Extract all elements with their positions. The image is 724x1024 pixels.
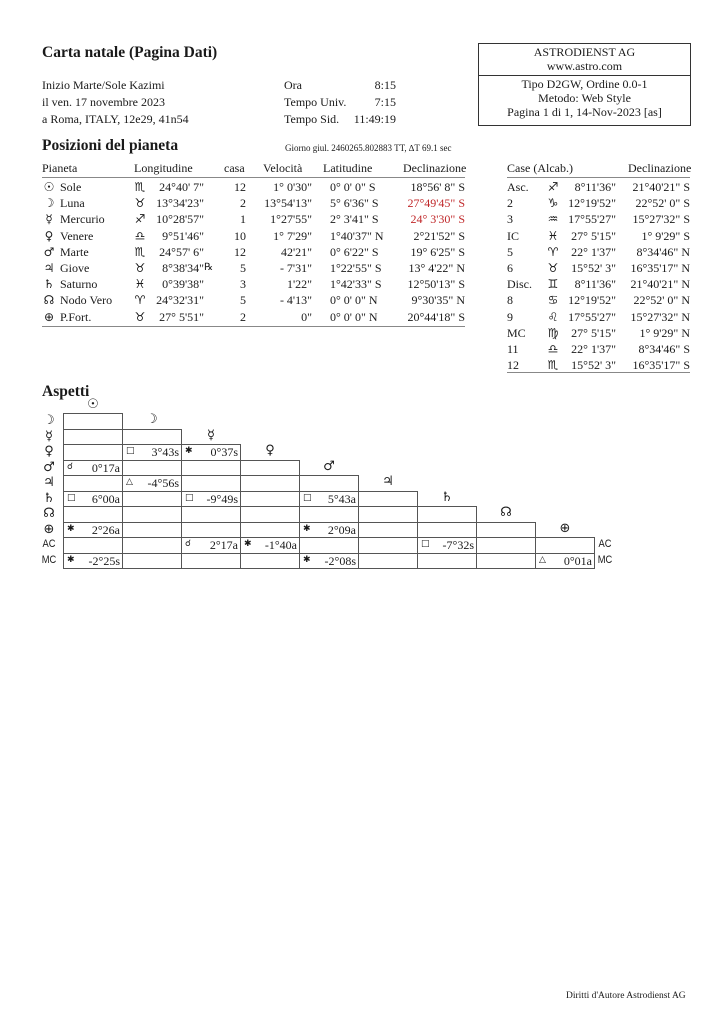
house-declination: 1° 9'29" S <box>641 228 690 243</box>
aspect-cell <box>63 522 123 539</box>
speed: 1° 7'29" <box>273 228 312 243</box>
mercury-icon: ☿ <box>45 428 53 444</box>
house-declination: 21°40'21" N <box>630 277 690 292</box>
aspect-orb: 0°37s <box>210 445 238 459</box>
house: 1 <box>240 212 246 227</box>
sextile-icon: ✱ <box>67 523 75 534</box>
house-name: 5 <box>507 244 513 259</box>
aspect-orb: -9°49s <box>206 491 238 506</box>
latitude: 1°22'55" S <box>330 261 382 275</box>
house: 5 <box>240 261 246 275</box>
event-name: Inizio Marte/Sole Kazimi <box>42 78 165 92</box>
aspect-cell <box>240 475 300 492</box>
conjunction-icon: ☌ <box>185 539 192 549</box>
mc-right-label: MC <box>597 553 613 566</box>
fortune-icon: ⊕ <box>559 520 571 536</box>
trine-icon: △ <box>126 477 133 487</box>
house-longitude: 22° 1'37" <box>571 244 616 259</box>
square-icon: □ <box>67 492 76 503</box>
house-row <box>0 310 724 326</box>
chart-type: Tipo D2GW, Ordine 0.0-1 <box>521 77 648 91</box>
jupiter-icon: ♃ <box>382 474 394 489</box>
astrodienst-infobox <box>478 43 691 126</box>
aspect-cell <box>63 491 123 508</box>
house-declination: 15°27'32" S <box>632 212 690 227</box>
planet-name: Saturno <box>60 277 98 292</box>
aspect-cell <box>535 553 595 570</box>
aspect-orb: -2°08s <box>324 553 356 568</box>
declination: 18°56' 8" S <box>410 180 465 194</box>
sagittarius-icon: ♐ <box>547 180 559 194</box>
aspect-cell <box>476 537 536 554</box>
house-row <box>0 342 724 358</box>
latitude: 0° 0' 0" N <box>330 293 378 308</box>
house-row <box>0 196 724 212</box>
venus-icon: ♀ <box>265 443 275 458</box>
aries-icon: ♈ <box>134 293 146 308</box>
event-place: a Roma, ITALY, 12e29, 41n54 <box>42 112 189 126</box>
aspect-cell <box>181 522 241 539</box>
sun-icon: ☉ <box>87 396 99 412</box>
aspect-cell <box>417 553 477 570</box>
saturn-icon: ♄ <box>43 277 55 292</box>
aspect-orb: -7°32s <box>442 538 474 552</box>
planet-name: Nodo Vero <box>60 293 113 308</box>
square-icon: □ <box>421 539 430 549</box>
house-longitude: 15°52' 3" <box>571 261 616 275</box>
scorpio-icon: ♏ <box>134 244 146 259</box>
house-longitude: 12°19'52" <box>568 196 616 211</box>
house: 12 <box>234 180 246 194</box>
house-longitude: 15°52' 3" <box>571 358 616 373</box>
speed: 1° 0'30" <box>273 180 312 194</box>
aspect-cell <box>358 491 418 508</box>
house-name: 12 <box>507 358 519 373</box>
house-row <box>0 277 724 293</box>
house: 10 <box>234 228 246 243</box>
square-icon: □ <box>126 446 135 456</box>
house-longitude: 8°11'36" <box>574 277 616 292</box>
page-info: Pagina 1 di 1, 14-Nov-2023 [as] <box>507 105 662 119</box>
longitude: 13°34'23" <box>156 196 204 211</box>
house-declination: 1° 9'29" N <box>639 325 690 340</box>
sextile-icon: ✱ <box>67 554 75 565</box>
taurus-icon: ♉ <box>134 261 146 275</box>
house-declination: 16°35'17" S <box>632 358 690 373</box>
aspect-cell <box>299 506 359 523</box>
planet-name: Luna <box>60 196 85 211</box>
speed: 1'22" <box>286 277 312 292</box>
house-declination: 8°34'46" S <box>638 342 690 356</box>
speed: - 7'31" <box>279 261 312 275</box>
house-row <box>0 180 724 196</box>
aspect-orb: 6°00a <box>91 491 120 506</box>
house-longitude: 27° 5'15" <box>571 325 616 340</box>
aspects-title: Aspetti <box>42 383 90 400</box>
planet-name: Marte <box>60 244 89 259</box>
house-row <box>0 293 724 309</box>
house-longitude: 17°55'27" <box>568 309 616 324</box>
house-row <box>0 229 724 245</box>
house: 5 <box>240 293 246 308</box>
aspect-cell <box>240 506 300 523</box>
time-label: Tempo Univ. <box>284 95 347 109</box>
jupiter-icon: ♃ <box>43 475 55 490</box>
col-header-longitude: Longitudine <box>134 161 193 175</box>
taurus-icon: ♉ <box>134 309 146 324</box>
house-name: MC <box>507 325 526 340</box>
longitude: 8°38'34" <box>162 261 204 275</box>
capricorn-icon: ♑ <box>547 196 559 211</box>
col-header-speed: Velocità <box>263 161 303 175</box>
house: 12 <box>234 244 246 259</box>
mars-icon: ♂ <box>43 459 55 475</box>
method: Metodo: Web Style <box>538 91 631 105</box>
libra-icon: ♎ <box>134 228 146 243</box>
positions-header-rule <box>42 177 465 178</box>
houses-footer-rule <box>507 372 690 373</box>
house: 3 <box>240 277 246 292</box>
aspect-cell <box>240 537 300 554</box>
node-icon: ☊ <box>43 506 55 521</box>
fortune-icon: ⊕ <box>43 521 55 537</box>
aspect-cell <box>240 460 300 477</box>
aspect-cell <box>299 522 359 539</box>
sextile-icon: ✱ <box>303 523 311 534</box>
mc-label: MC <box>41 553 57 566</box>
time-value: 11:49:19 <box>353 112 396 126</box>
aspect-cell <box>417 537 477 554</box>
moon-icon: ☽ <box>146 412 158 427</box>
pisces-icon: ♓ <box>134 277 146 292</box>
col-header-house: casa <box>224 161 245 175</box>
longitude: 0°39'38" <box>162 277 204 292</box>
planet-name: P.Fort. <box>60 309 92 324</box>
aspect-cell <box>63 460 123 477</box>
scorpio-icon: ♏ <box>134 180 146 194</box>
house-declination: 21°40'21" S <box>632 180 690 194</box>
venus-icon: ♀ <box>44 444 54 459</box>
house-name: 9 <box>507 309 513 324</box>
aspect-cell <box>299 475 359 492</box>
mars-icon: ♂ <box>43 244 55 259</box>
company-name: ASTRODIENST AG <box>533 45 636 59</box>
latitude: 0° 0' 0" N <box>330 309 378 324</box>
aspect-cell <box>63 429 123 446</box>
house-longitude: 27° 5'15" <box>571 228 616 243</box>
declination: 19° 6'25" S <box>410 244 465 259</box>
aspect-cell <box>417 522 477 539</box>
longitude: 24°57' 6" <box>159 244 204 259</box>
libra-icon: ♎ <box>547 342 559 356</box>
event-date: il ven. 17 novembre 2023 <box>42 95 165 109</box>
moon-icon: ☽ <box>43 196 55 211</box>
house: 2 <box>240 196 246 211</box>
longitude: 24°40' 7" <box>159 180 204 194</box>
square-icon: □ <box>303 492 312 503</box>
aspect-cell <box>358 553 418 570</box>
aspect-cell <box>181 460 241 477</box>
latitude: 1°40'37" N <box>330 228 384 243</box>
house-row <box>0 261 724 277</box>
aspect-cell <box>122 429 182 446</box>
positions-title: Posizioni del pianeta <box>42 137 179 154</box>
house-name: 11 <box>507 342 519 356</box>
time-label: Tempo Sid. <box>284 112 340 126</box>
house-declination: 22°52' 0" N <box>633 293 690 308</box>
aquarius-icon: ♒ <box>547 212 559 227</box>
longitude: 9°51'46" <box>162 228 204 243</box>
aspect-cell <box>181 491 241 508</box>
speed: 0" <box>301 309 312 324</box>
speed: 13°54'13" <box>264 196 312 211</box>
sextile-icon: ✱ <box>244 539 252 549</box>
declination: 9°30'35" N <box>411 293 465 308</box>
aspect-cell <box>181 444 241 461</box>
aspect-orb: 2°09a <box>327 522 356 537</box>
house-declination: 8°34'46" N <box>636 244 690 259</box>
node-icon: ☊ <box>500 505 512 520</box>
house-declination: 16°35'17" N <box>630 261 690 275</box>
aspect-cell <box>122 522 182 539</box>
speed: - 4'13" <box>279 293 312 308</box>
house-name: 6 <box>507 261 513 275</box>
latitude: 5° 6'36" S <box>330 196 379 211</box>
aspect-cell <box>63 475 123 492</box>
house-declination: 15°27'32" N <box>630 309 690 324</box>
house-name: IC <box>507 228 519 243</box>
declination: 12°50'13" S <box>407 277 465 292</box>
aspect-cell <box>240 491 300 508</box>
aspect-orb: -2°25s <box>88 553 120 568</box>
mars-icon: ♂ <box>323 458 335 474</box>
aspect-cell <box>535 537 595 554</box>
website: www.astro.com <box>546 59 623 73</box>
conjunction-icon: ☌ <box>67 461 74 472</box>
aspect-cell <box>181 553 241 570</box>
aspect-cell <box>63 537 123 554</box>
mercury-icon: ☿ <box>45 212 53 227</box>
time-value: 8:15 <box>374 78 396 92</box>
aspect-cell <box>122 553 182 570</box>
declination: 27°49'45" S <box>407 196 465 211</box>
saturn-icon: ♄ <box>43 490 55 506</box>
planet-name: Giove <box>60 261 90 275</box>
speed: 42'21" <box>280 244 312 259</box>
aspect-orb: 2°26a <box>91 522 120 537</box>
scorpio-icon: ♏ <box>547 358 559 373</box>
aspect-cell <box>299 537 359 554</box>
aspect-cell <box>122 506 182 523</box>
trine-icon: △ <box>539 554 546 565</box>
aspect-orb: 3°43s <box>151 445 179 459</box>
julian-day: Giorno giul. 2460265.802883 TT, ∆T 69.1 sec <box>285 143 452 153</box>
aspect-cell <box>63 506 123 523</box>
virgo-icon: ♍ <box>547 325 559 340</box>
aspect-cell <box>122 491 182 508</box>
latitude: 2° 3'41" S <box>330 212 379 227</box>
aspect-cell <box>122 537 182 554</box>
planet-name: Venere <box>60 228 94 243</box>
aspect-cell <box>63 413 123 430</box>
jupiter-icon: ♃ <box>43 261 55 275</box>
aspect-cell <box>63 553 123 570</box>
aspect-cell <box>63 444 123 461</box>
aspect-cell <box>240 522 300 539</box>
house: 2 <box>240 309 246 324</box>
aspect-cell <box>476 522 536 539</box>
house-name: Disc. <box>507 277 532 292</box>
aspect-cell <box>299 553 359 570</box>
moon-icon: ☽ <box>43 413 55 428</box>
houses-header-rule <box>507 177 690 178</box>
house-longitude: 17°55'27" <box>568 212 616 227</box>
house-declination: 22°52' 0" S <box>635 196 690 211</box>
time-value: 7:15 <box>374 95 396 109</box>
col-header-houses: Case (Alcab.) <box>507 161 573 175</box>
sextile-icon: ✱ <box>185 446 193 456</box>
house-longitude: 8°11'36" <box>574 180 616 194</box>
speed: 1°27'55" <box>270 212 312 227</box>
aspect-cell <box>417 506 477 523</box>
col-header-planet: Pianeta <box>42 161 78 175</box>
ac-right-label: AC <box>598 538 612 550</box>
gemini-icon: ♊ <box>547 277 559 292</box>
aspect-cell <box>122 444 182 461</box>
node-icon: ☊ <box>43 293 55 308</box>
aspect-cell <box>181 537 241 554</box>
declination: 2°21'52" S <box>413 228 465 243</box>
aspect-orb: 0°01a <box>563 553 592 568</box>
sun-icon: ☉ <box>43 180 55 194</box>
house-name: Asc. <box>507 180 529 194</box>
aspect-cell <box>181 475 241 492</box>
latitude: 0° 0' 0" S <box>330 180 376 194</box>
aspect-orb: 5°43a <box>327 491 356 506</box>
copyright: Diritti d'Autore Astrodienst AG <box>566 991 686 1001</box>
house-name: 2 <box>507 196 513 211</box>
house-row <box>0 326 724 342</box>
leo-icon: ♌ <box>547 309 559 324</box>
sagittarius-icon: ♐ <box>134 212 146 227</box>
longitude: 10°28'57" <box>156 212 204 227</box>
house-longitude: 12°19'52" <box>568 293 616 308</box>
aspect-orb: -4°56s <box>147 476 179 490</box>
aspect-cell <box>476 553 536 570</box>
aspect-cell <box>240 553 300 570</box>
sextile-icon: ✱ <box>303 554 311 565</box>
declination: 13° 4'22" N <box>408 261 465 275</box>
taurus-icon: ♉ <box>134 196 146 211</box>
mercury-icon: ☿ <box>207 427 215 443</box>
planet-name: Mercurio <box>60 212 105 227</box>
retrograde-icon: ℞ <box>204 262 213 273</box>
taurus-icon: ♉ <box>547 261 559 275</box>
aries-icon: ♈ <box>547 244 559 259</box>
page-title: Carta natale (Pagina Dati) <box>42 44 218 61</box>
cancer-icon: ♋ <box>547 293 559 308</box>
saturn-icon: ♄ <box>441 489 453 505</box>
aspect-orb: 0°17a <box>91 460 120 475</box>
col-header-latitude: Latitudine <box>323 161 373 175</box>
aspect-cell <box>358 506 418 523</box>
time-label: Ora <box>284 78 302 92</box>
longitude: 24°32'31" <box>156 293 204 308</box>
declination: 24° 3'30" S <box>410 212 465 227</box>
declination: 20°44'18" S <box>407 309 465 324</box>
aspect-cell <box>299 491 359 508</box>
square-icon: □ <box>185 492 194 503</box>
col-header-declination: Declinazione <box>403 161 467 175</box>
aspect-cell <box>358 522 418 539</box>
latitude: 0° 6'22" S <box>330 244 379 259</box>
planet-name: Sole <box>60 180 82 194</box>
aspect-cell <box>122 475 182 492</box>
longitude: 27° 5'51" <box>159 309 204 324</box>
aspect-cell <box>358 537 418 554</box>
aspect-orb: 2°17a <box>209 538 238 552</box>
pisces-icon: ♓ <box>547 228 559 243</box>
col-header-house-declination: Declinazione <box>628 161 692 175</box>
aspect-cell <box>122 460 182 477</box>
aspect-orb: -1°40a <box>264 538 297 552</box>
house-longitude: 22° 1'37" <box>571 342 616 356</box>
house-row <box>0 212 724 228</box>
house-row <box>0 245 724 261</box>
aspect-cell <box>181 506 241 523</box>
venus-icon: ♀ <box>44 228 54 243</box>
house-name: 8 <box>507 293 513 308</box>
house-name: 3 <box>507 212 513 227</box>
latitude: 1°42'33" S <box>330 277 382 292</box>
ac-label: AC <box>42 538 56 550</box>
fortune-icon: ⊕ <box>43 309 55 324</box>
